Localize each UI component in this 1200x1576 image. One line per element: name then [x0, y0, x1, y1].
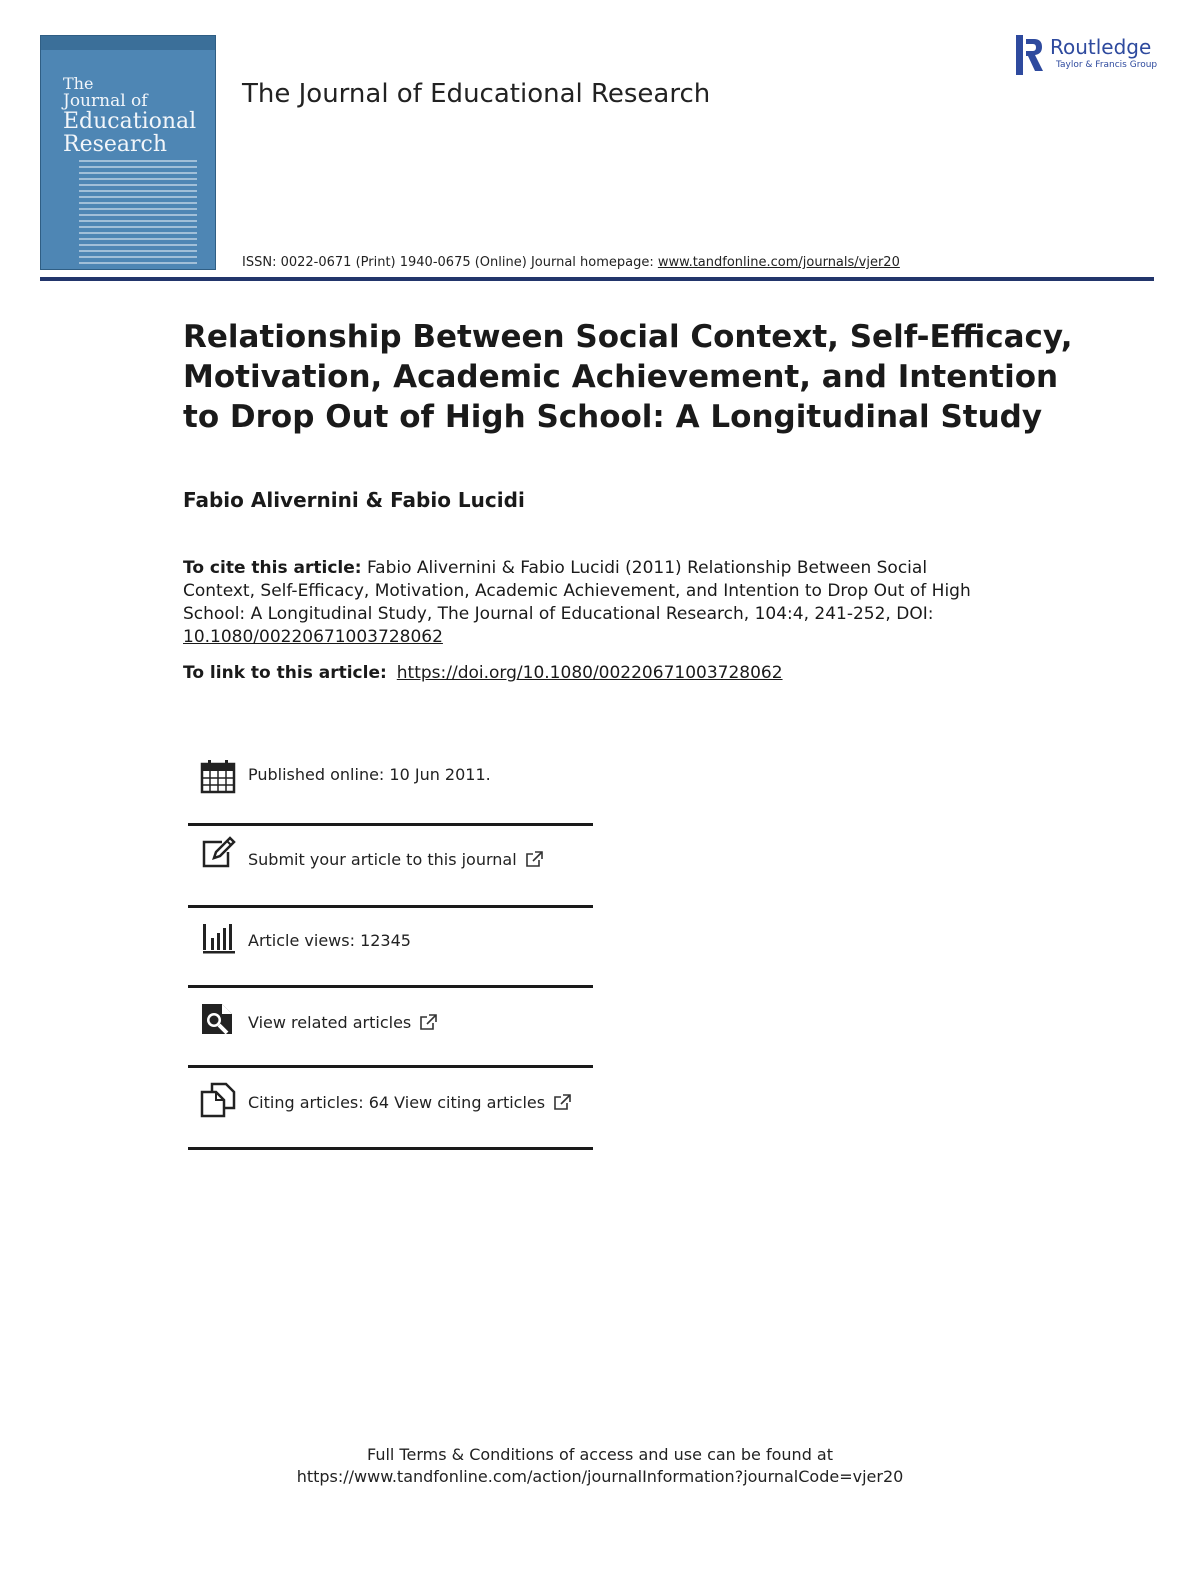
- article-title: [183, 317, 1073, 437]
- row-divider: [188, 1147, 593, 1150]
- citation-block: [183, 557, 1013, 649]
- article-authors: Fabio Alivernini & Fabio Lucidi: [183, 488, 525, 512]
- article-title-line: Motivation, Academic Achievement, and Intention: [183, 359, 1059, 395]
- citing-articles-text: Citing articles: 64 View citing articles: [248, 1093, 546, 1112]
- submit-article-text: Submit your article to this journal: [248, 850, 517, 869]
- published-online-row: [188, 748, 593, 826]
- citing-articles-link[interactable]: [248, 1093, 571, 1112]
- submit-article-link[interactable]: [248, 850, 543, 869]
- citation-line: [183, 626, 1013, 649]
- bar-chart-icon: [200, 920, 236, 956]
- terms-url[interactable]: https://www.tandfonline.com/action/journalInformation?journalCode=vjer20: [296, 1467, 904, 1486]
- citation-line: School: A Longitudinal Study, The Journal of Educational Research, 104:4, 241-252, DOI:: [183, 604, 934, 624]
- article-title-line: Relationship Between Social Context, Self-Efficacy,: [183, 319, 1073, 355]
- document-search-icon: [200, 1000, 236, 1036]
- header-divider: [40, 277, 1154, 281]
- issn-line: [242, 255, 900, 270]
- published-online-text: Published online: 10 Jun 2011.: [248, 765, 491, 784]
- cover-title-line: Journal of: [63, 91, 148, 111]
- calendar-icon: [200, 758, 236, 794]
- article-title-line: to Drop Out of High School: A Longitudinal Study: [183, 399, 1043, 435]
- external-link-icon: [419, 1014, 437, 1030]
- cover-contents-list: [79, 160, 197, 268]
- related-articles-text: View related articles: [248, 1013, 412, 1032]
- submit-article-row[interactable]: [188, 826, 593, 908]
- cover-title-line: Research: [63, 132, 168, 157]
- article-link-line: [183, 663, 783, 683]
- external-link-icon: [525, 851, 543, 867]
- article-views-text: Article views: 12345: [248, 931, 411, 950]
- cover-title: [63, 76, 196, 156]
- related-articles-link[interactable]: [248, 1013, 437, 1032]
- related-articles-row[interactable]: [188, 988, 593, 1068]
- article-doi-link[interactable]: https://doi.org/10.1080/00220671003728062: [396, 663, 783, 683]
- journal-cover-image: [40, 35, 216, 270]
- cover-title-line: Educational: [63, 109, 197, 134]
- cover-title-line: The: [63, 74, 94, 93]
- copy-documents-icon: [200, 1082, 236, 1118]
- terms-text: Full Terms & Conditions of access and use can be found at: [366, 1445, 834, 1464]
- article-link-label: To link to this article:: [183, 663, 387, 683]
- terms-footer: [0, 1444, 1200, 1488]
- edit-pencil-icon: [200, 836, 236, 872]
- journal-name: The Journal of Educational Research: [242, 79, 711, 109]
- article-views-row: [188, 908, 593, 988]
- publisher-tagline: Taylor & Francis Group: [1056, 60, 1158, 70]
- citation-text: Fabio Alivernini & Fabio Lucidi (2011) Relationship Between Social: [361, 558, 928, 578]
- citing-articles-row[interactable]: [188, 1068, 593, 1150]
- issn-text: ISSN: 0022-0671 (Print) 1940-0675 (Online) Journal homepage:: [242, 255, 658, 270]
- publisher-name: Routledge: [1050, 35, 1152, 59]
- routledge-r-icon: [1016, 35, 1044, 75]
- citation-line: Context, Self-Efficacy, Motivation, Academic Achievement, and Intention to Drop Out of High: [183, 581, 971, 601]
- cover-top-band: [41, 36, 215, 50]
- article-metadata: [188, 748, 593, 1150]
- citation-doi-link[interactable]: 10.1080/00220671003728062: [183, 627, 443, 647]
- journal-homepage-link[interactable]: www.tandfonline.com/journals/vjer20: [657, 255, 900, 270]
- publisher-logo: [1016, 35, 1156, 75]
- citation-line: [183, 557, 1013, 580]
- external-link-icon: [553, 1094, 571, 1110]
- citation-label: To cite this article:: [183, 558, 362, 578]
